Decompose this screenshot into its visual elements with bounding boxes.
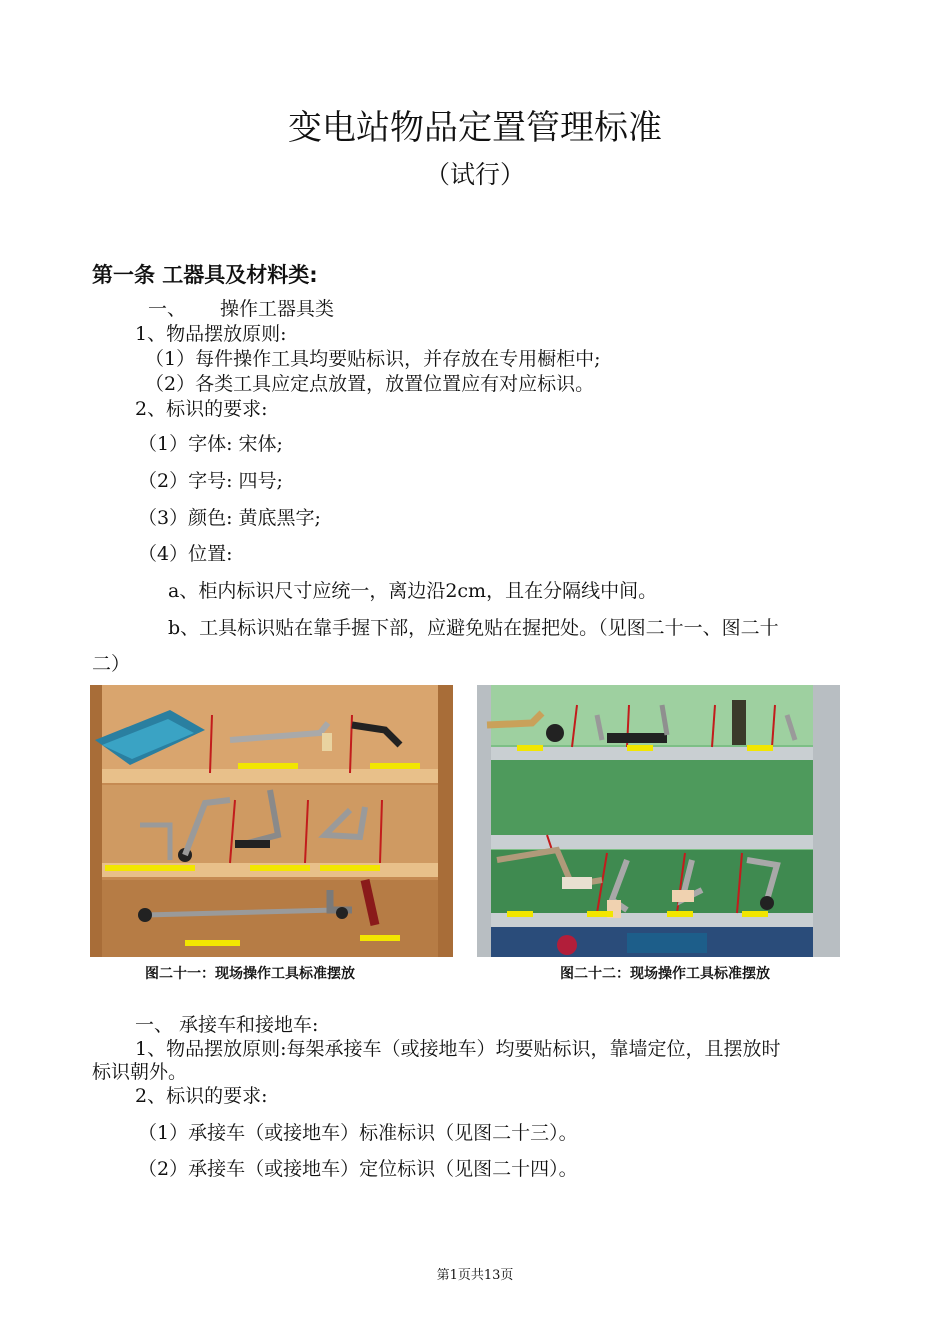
part1-requirement-font: （1）字体: 宋体; [138,433,283,455]
figure-22-photo [477,685,840,957]
part1-principle-heading: 1、物品摆放原则: [135,323,287,345]
document-subtitle: （试行） [424,160,525,189]
part1-principle-item-2: （2）各类工具应定点放置，放置位置应有对应标识。 [145,373,595,395]
part1-requirement-size: （2）字号: 四号; [138,470,283,492]
part2-principle-line1: 1、物品摆放原则:每架承接车（或接地车）均要贴标识，靠墙定位，且摆放时 [135,1038,781,1060]
part2-requirement-1: （1）承接车（或接地车）标准标识（见图二十三）。 [138,1122,578,1144]
page-footer: 第1页共13页 [436,1268,514,1283]
section-heading: 第一条 工器具及材料类: [92,263,318,287]
part1-requirement-color: （3）颜色: 黄底黑字; [138,507,321,529]
figure-22-caption: 图二十二：现场操作工具标准摆放 [560,966,770,982]
part1-requirement-position: （4）位置: [138,543,233,565]
part1-position-b-line1: b、工具标识贴在靠手握下部，应避免贴在握把处。（见图二十一、图二十 [168,617,779,639]
part1-heading-number: 一、 [148,298,187,320]
part1-heading-text: 操作工器具类 [220,298,335,320]
part1-requirement-heading: 2、标识的要求: [135,398,268,420]
part2-heading: 一、 承接车和接地车: [135,1014,319,1036]
figure-21-caption: 图二十一：现场操作工具标准摆放 [145,966,355,982]
figure-21-photo [90,685,453,957]
part1-principle-item-1: （1）每件操作工具均要贴标识，并存放在专用橱柜中; [145,348,601,370]
part1-position-a: a、柜内标识尺寸应统一，离边沿2cm，且在分隔线中间。 [168,580,658,602]
part2-principle-line2: 标识朝外。 [92,1061,188,1083]
part2-requirement-2: （2）承接车（或接地车）定位标识（见图二十四）。 [138,1158,578,1180]
document-title: 变电站物品定置管理标准 [288,108,662,148]
part1-position-b-line2: 二） [92,653,131,675]
part2-requirement-heading: 2、标识的要求: [135,1085,268,1107]
